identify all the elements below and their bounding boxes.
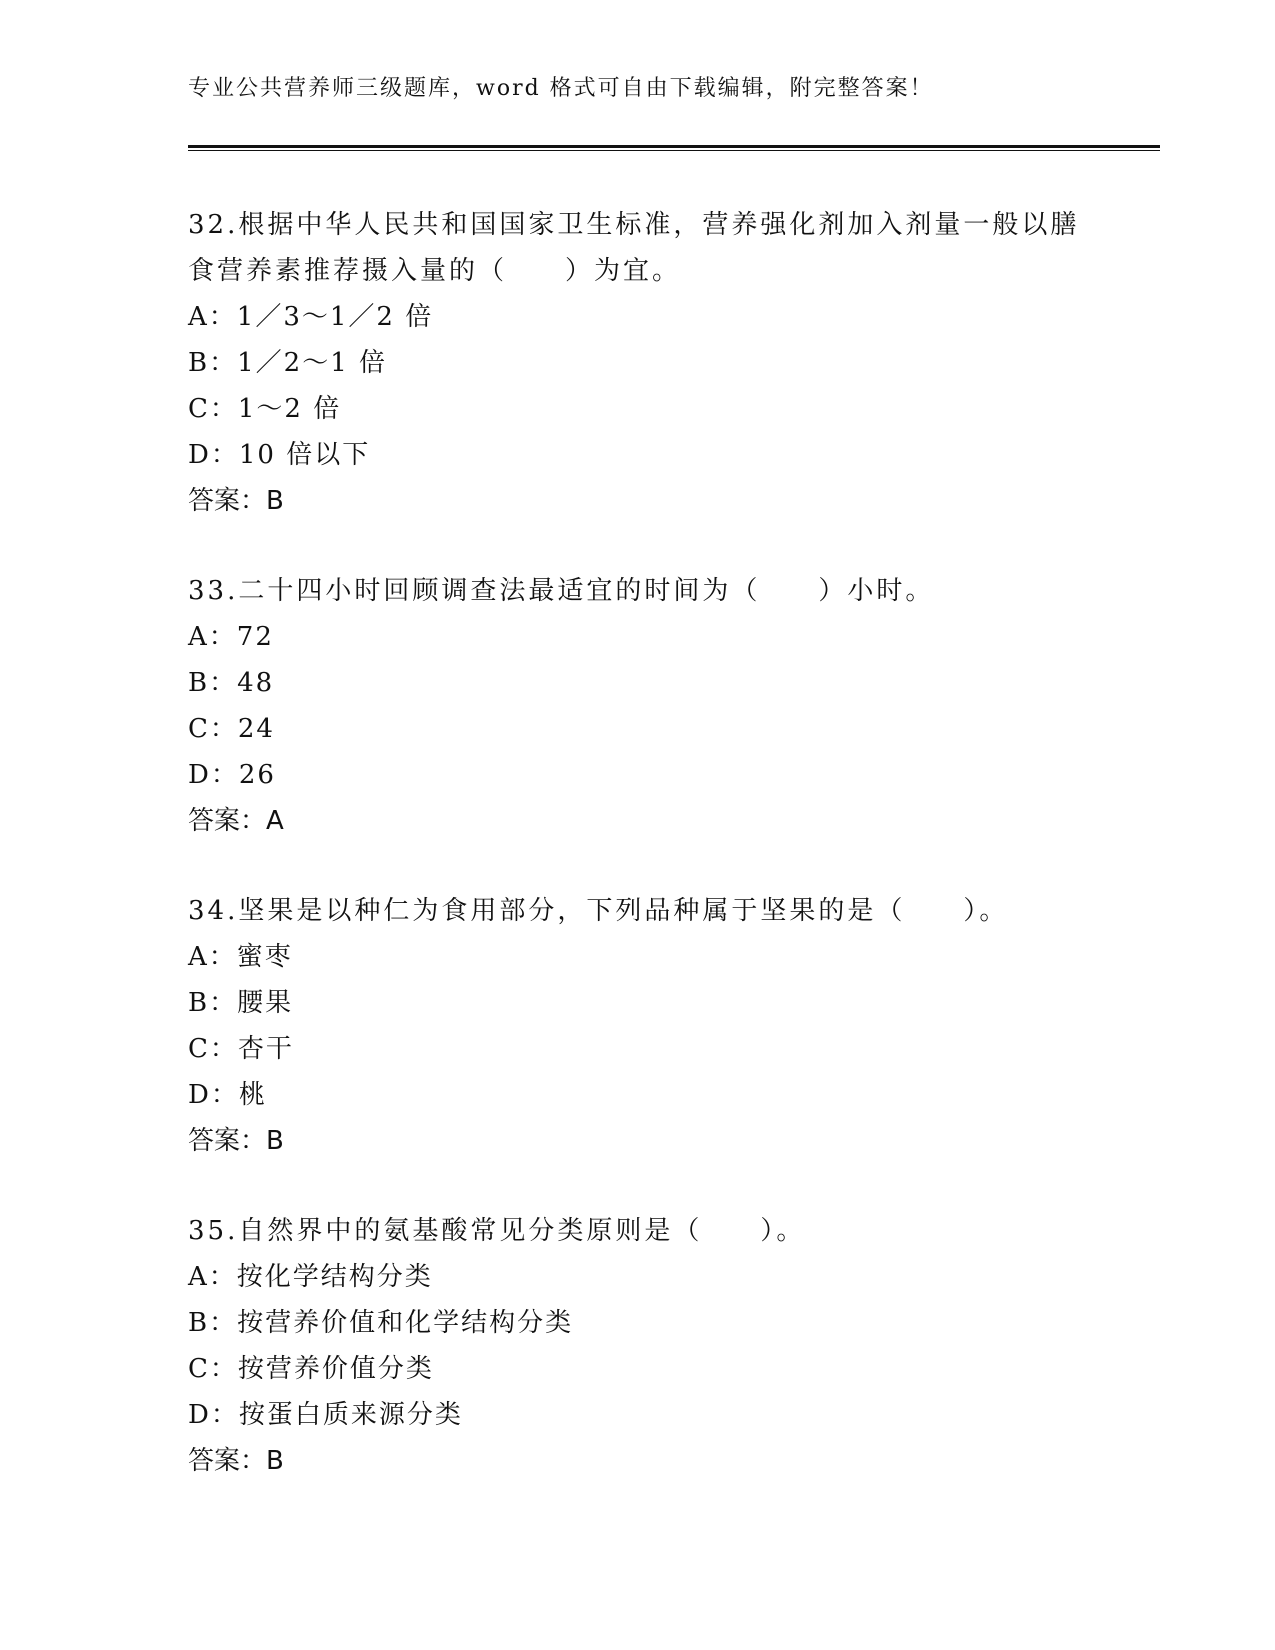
question-stem: 32.根据中华人民共和国国家卫生标准，营养强化剂加入剂量一般以膳 [188,210,1080,240]
option-d: D：10 倍以下 [188,440,371,470]
option-a: A：按化学结构分类 [188,1262,433,1292]
option-a: A：1／3～1／2 倍 [188,302,434,332]
option-b: B：1／2～1 倍 [188,348,387,378]
option-c: C：24 [188,714,275,744]
question-stem: 35.自然界中的氨基酸常见分类原则是（ ）。 [188,1216,806,1246]
answer: 答案：B [188,486,284,516]
option-c: C：杏干 [188,1034,294,1064]
option-b: B：腰果 [188,988,294,1018]
question-stem: 33.二十四小时回顾调查法最适宜的时间为（ ）小时。 [188,576,935,606]
option-a: A：72 [188,622,274,652]
answer: 答案：B [188,1126,284,1156]
page-header: 专业公共营养师三级题库，word 格式可自由下载编辑，附完整答案！ [188,76,934,101]
header-divider-thin [188,150,1160,151]
option-d: D：按蛋白质来源分类 [188,1400,463,1430]
answer: 答案：B [188,1446,284,1476]
option-a: A：蜜枣 [188,942,293,972]
option-d: D：桃 [188,1080,267,1110]
question-34 [188,888,1088,1164]
question-stem: 34.坚果是以种仁为食用部分，下列品种属于坚果的是（ ）。 [188,896,1009,926]
option-b: B：按营养价值和化学结构分类 [188,1308,574,1338]
question-33 [188,568,1088,844]
question-stem-continued: 食营养素推荐摄入量的（ ）为宜。 [188,256,682,286]
option-c: C：按营养价值分类 [188,1354,434,1384]
header-divider-thick [188,145,1160,148]
question-32 [188,202,1088,524]
option-d: D：26 [188,760,276,790]
question-35 [188,1208,1088,1484]
option-c: C：1～2 倍 [188,394,342,424]
answer: 答案：A [188,806,284,836]
option-b: B：48 [188,668,275,698]
